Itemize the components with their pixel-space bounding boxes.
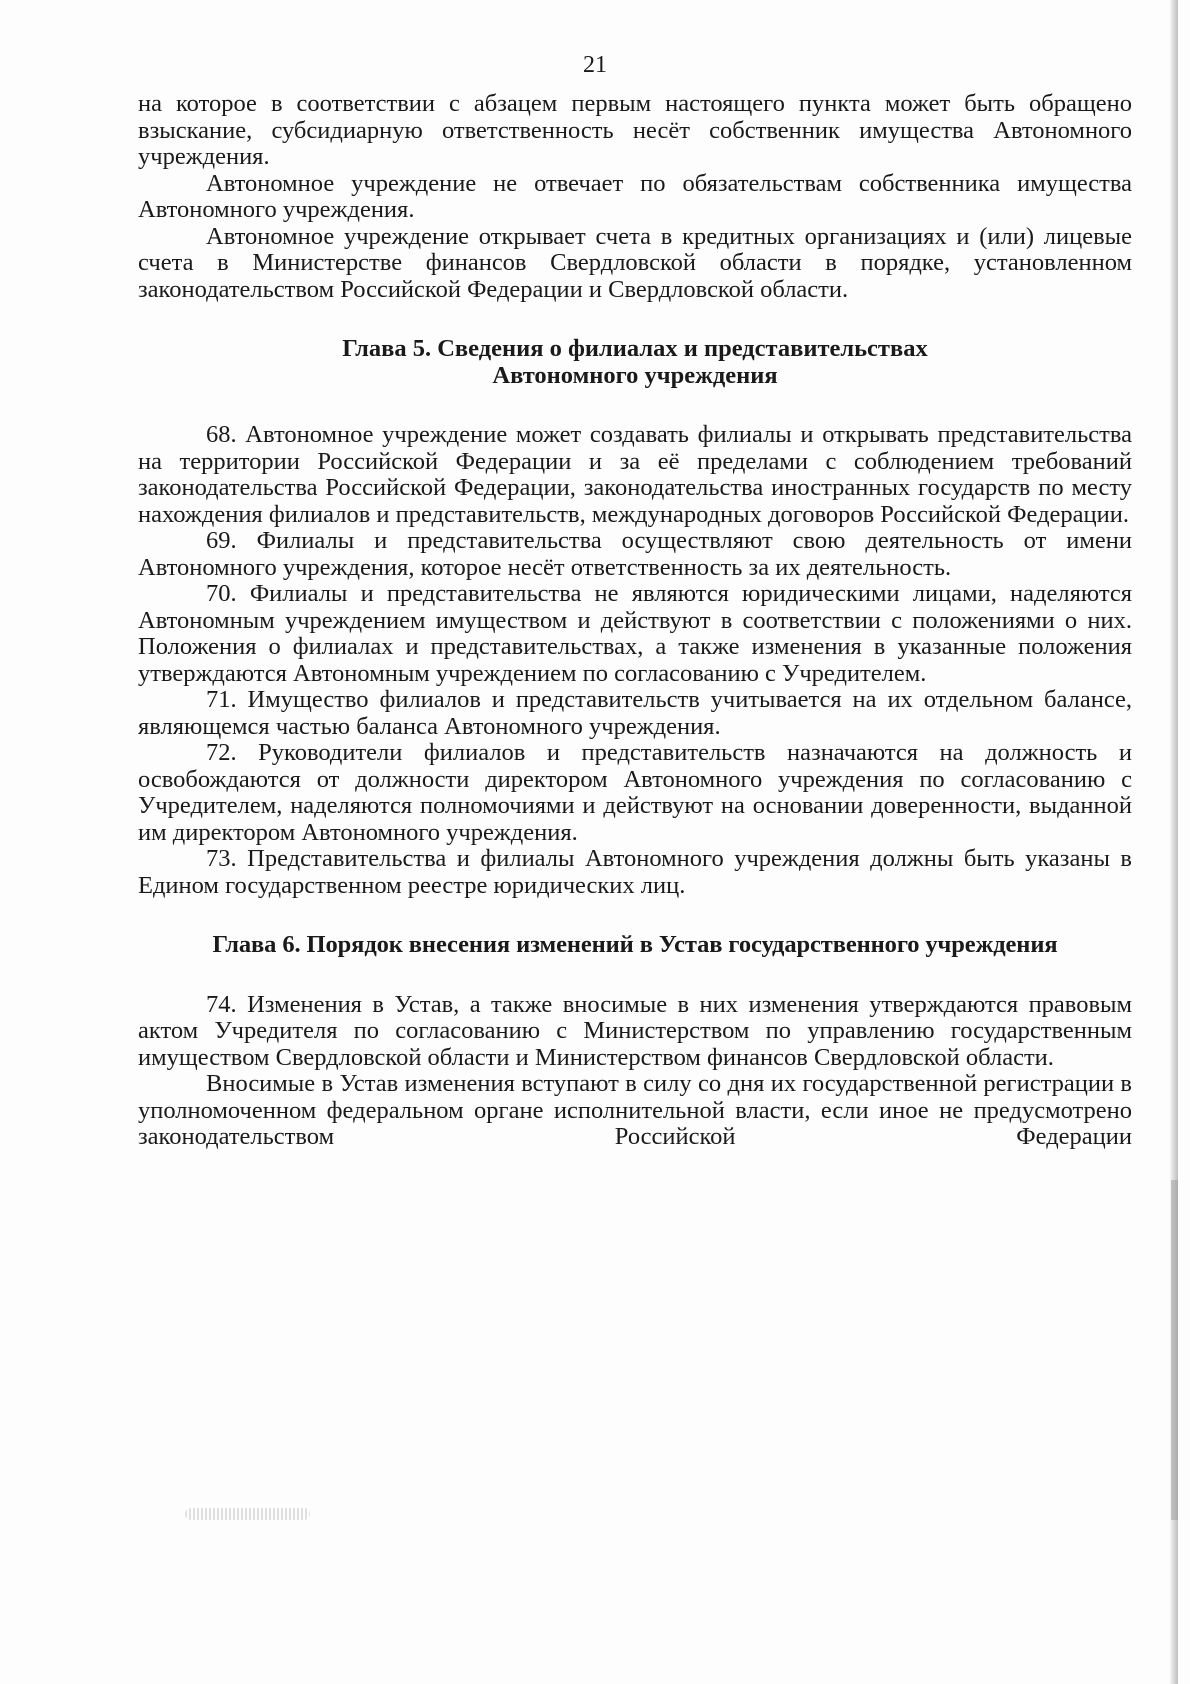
chapter-5-title-line-2: Автономного учреждения: [492, 361, 778, 389]
clause-72: 72. Руководители филиалов и представительств назначаются на должность и освобождаются от должности директором Автономного учреждения по согласованию с Учредителем, наделяются полномочиями и действуют на основании доверенности, выданной им директором Автономного учреждения.: [138, 739, 1132, 846]
clause-70: 70. Филиалы и представительства не являются юридическими лицами, наделяются Автономным учреждением имуществом и действуют в соответствии с положениями о них. Положения о филиалах и представительствах, а также изменения в указанные положения утверждаются Автономным учреждением по согласованию с Учредителем.: [138, 580, 1132, 687]
chapter-5-title-line-1: Глава 5. Сведения о филиалах и представительствах: [342, 335, 928, 362]
document-body: [138, 91, 1132, 1151]
paragraph-continuation: на которое в соответствии с абзацем первым настоящего пункта может быть обращено взыскание, субсидиарную ответственность несёт собственник имущества Автономного учреждения.: [138, 90, 1132, 170]
clause-68: 68. Автономное учреждение может создавать филиалы и открывать представительства на территории Российской Федерации и за её пределами с соблюдением требований законодательства Российской Федерации, законодательства иностранных государств по месту нахождения филиалов и представительств, международных договоров Российской Федерации.: [138, 421, 1132, 528]
page-number: 21: [583, 52, 607, 78]
clause-73: 73. Представительства и филиалы Автономного учреждения должны быть указаны в Едином государственном реестре юридических лиц.: [138, 845, 1132, 899]
paragraph-not-liable: Автономное учреждение не отвечает по обязательствам собственника имущества Автономного учреждения.: [138, 169, 1132, 223]
faint-stamp-mark: [185, 1508, 310, 1520]
clause-74: 74. Изменения в Устав, а также вносимые в них изменения утверждаются правовым актом Учредителя по согласованию с Министерством по управлению государственным имуществом Свердловской области и Министерством финансов Свердловской области.: [138, 990, 1132, 1071]
clause-69: 69. Филиалы и представительства осуществляют свою деятельность от имени Автономного учреждения, которое несёт ответственность за их деятельность.: [138, 527, 1132, 581]
chapter-6-heading: Глава 6. Порядок внесения изменений в Устав государственного учреждения: [212, 931, 1058, 958]
scan-edge-mark: [1171, 1180, 1178, 1520]
chapter-5-heading: [138, 336, 1132, 389]
paragraph-accounts: Автономное учреждение открывает счета в кредитных организациях и (или) лицевые счета в Министерстве финансов Свердловской области в порядке, установленном законодательством Российской Федерации и Свердловской области.: [138, 222, 1132, 303]
clause-71: 71. Имущество филиалов и представительств учитывается на их отдельном балансе, являющемся частью баланса Автономного учреждения.: [138, 686, 1132, 740]
paragraph-amendments-effective: Вносимые в Устав изменения вступают в силу со дня их государственной регистрации в уполномоченном федеральном органе исполнительной власти, если иное не предусмотрено законодательством Российской Федерации: [138, 1070, 1132, 1150]
